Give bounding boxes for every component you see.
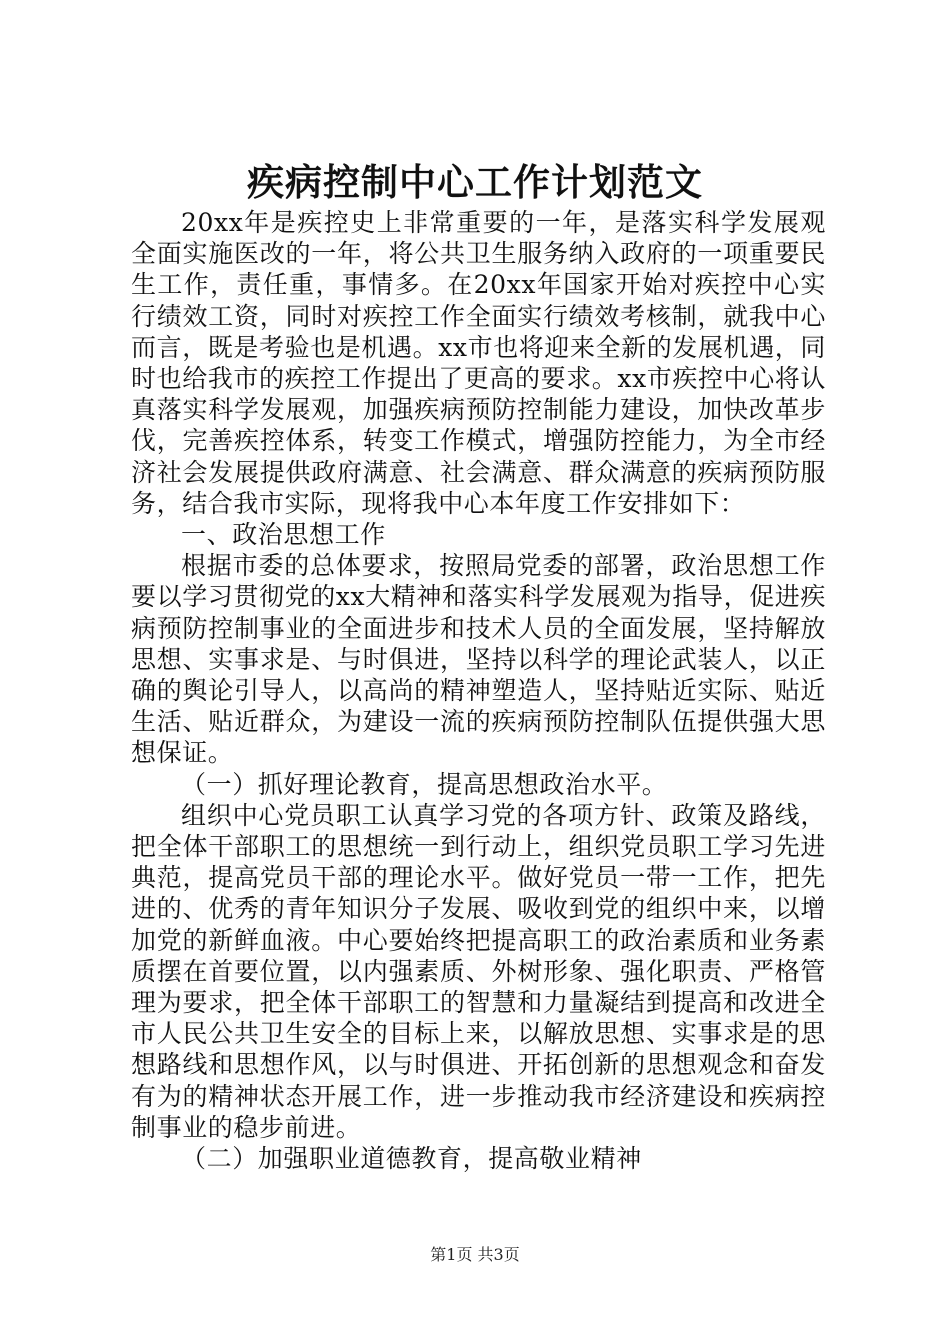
body-paragraph: 根据市委的总体要求，按照局党委的部署，政治思想工作要以学习贯彻党的xx大精神和落实科学发展观为指导，促进疾病预防控制事业的全面进步和技术人员的全面发展，坚持解放思想、实事求是、与时俱进，坚持以科学的理论武装人，以正确的舆论引导人，以高尚的精神塑造人，坚持贴近实际、贴近生活、贴近群众，为建设一流的疾病预防控制队伍提供强大思想保证。 bbox=[131, 551, 827, 768]
body-paragraph: 组织中心党员职工认真学习党的各项方针、政策及路线，把全体干部职工的思想统一到行动上，组织党员职工学习先进典范，提高党员干部的理论水平。做好党员一带一工作，把先进的、优秀的青年知识分子发展、吸收到党的组织中来，以增加党的新鲜血液。中心要始终把提高职工的政治素质和业务素质摆在首要位置，以内强素质、外树形象、强化职责、严格管理为要求，把全体干部职工的智慧和力量凝结到提高和改进全市人民公共卫生安全的目标上来，以解放思想、实事求是的思想路线和思想作风，以与时俱进、开拓创新的思想观念和奋发有为的精神状态开展工作，进一步推动我市经济建设和疾病控制事业的稳步前进。 bbox=[131, 800, 826, 1142]
document-body bbox=[131, 207, 826, 1174]
subsection-heading: （二）加强职业道德教育，提高敬业精神 bbox=[181, 1144, 642, 1174]
subsection-heading: （一）抓好理论教育，提高思想政治水平。 bbox=[181, 769, 668, 799]
body-paragraph: 20xx年是疾控史上非常重要的一年，是落实科学发展观全面实施医改的一年，将公共卫生服务纳入政府的一项重要民生工作，责任重，事情多。在20xx年国家开始对疾控中心实行绩效工资，同时对疾控工作全面实行绩效考核制，就我中心而言，既是考验也是机遇。xx市也将迎来全新的发展机遇，同时也给我市的疾控工作提出了更高的要求。xx市疾控中心将认真落实科学发展观，加强疾病预防控制能力建设，加快改革步伐，完善疾控体系，转变工作模式，增强防控能力，为全市经济社会发展提供政府满意、社会满意、群众满意的疾病预防服务，结合我市实际，现将我中心本年度工作安排如下： bbox=[131, 208, 827, 518]
section-heading: 一、政治思想工作 bbox=[181, 520, 386, 550]
document-title: 疾病控制中心工作计划范文 bbox=[247, 160, 703, 204]
page-number-footer: 第1页 共3页 bbox=[430, 1245, 520, 1264]
